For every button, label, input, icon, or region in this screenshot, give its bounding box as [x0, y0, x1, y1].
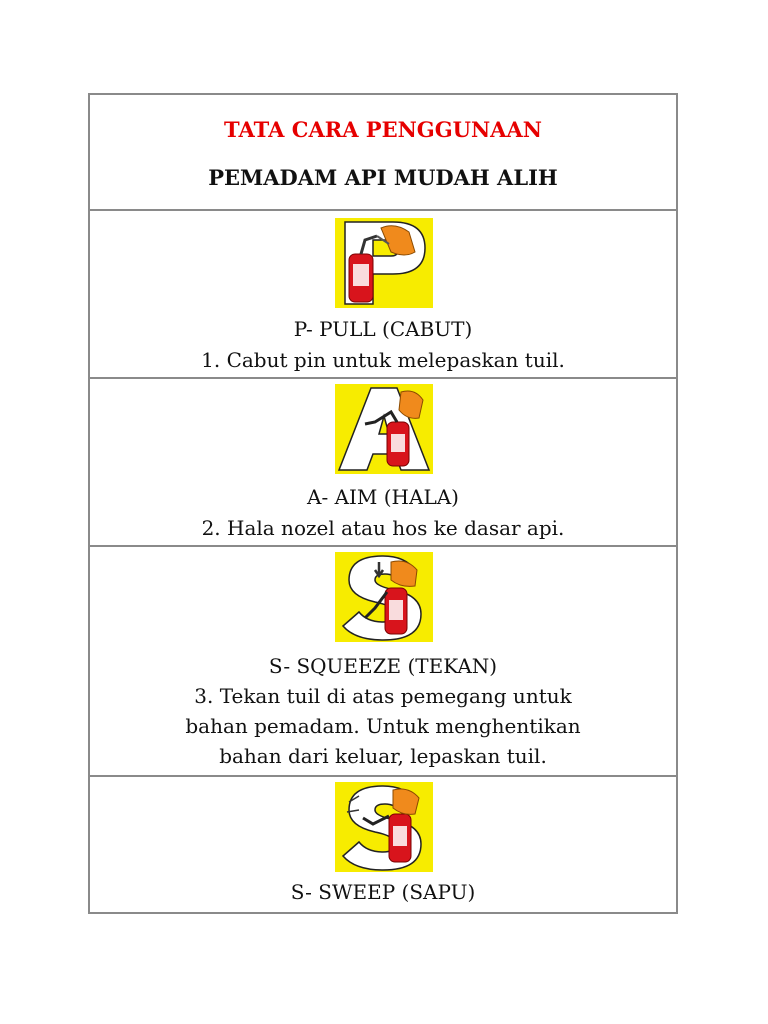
step-row-aim — [90, 379, 676, 547]
step-text: bahan dari keluar, lepaskan tuil. — [219, 744, 547, 768]
step-text: 2. Hala nozel atau hos ke dasar api. — [201, 516, 565, 540]
fire-extinguisher-letter-s-icon — [335, 552, 433, 642]
step-heading: P- PULL (CABUT) — [293, 317, 473, 341]
fire-extinguisher-letter-a-icon — [335, 384, 433, 474]
page-subtitle: PEMADAM API MUDAH ALIH — [208, 165, 558, 190]
fire-extinguisher-letter-p-icon — [335, 218, 433, 308]
step-row-pull — [90, 211, 676, 379]
step-row-squeeze — [90, 547, 676, 777]
header-row — [90, 95, 676, 211]
instruction-table — [88, 93, 678, 914]
fire-extinguisher-letter-s-icon — [335, 782, 433, 872]
step-text: 3. Tekan tuil di atas pemegang untuk — [194, 684, 572, 708]
step-text: bahan pemadam. Untuk menghentikan — [185, 714, 581, 738]
step-heading: S- SWEEP (SAPU) — [290, 880, 476, 904]
step-row-sweep — [90, 777, 676, 914]
step-heading: S- SQUEEZE (TEKAN) — [268, 654, 498, 678]
step-heading: A- AIM (HALA) — [307, 485, 459, 509]
page-title: TATA CARA PENGGUNAAN — [224, 117, 542, 142]
step-text: 1. Cabut pin untuk melepaskan tuil. — [201, 348, 565, 372]
